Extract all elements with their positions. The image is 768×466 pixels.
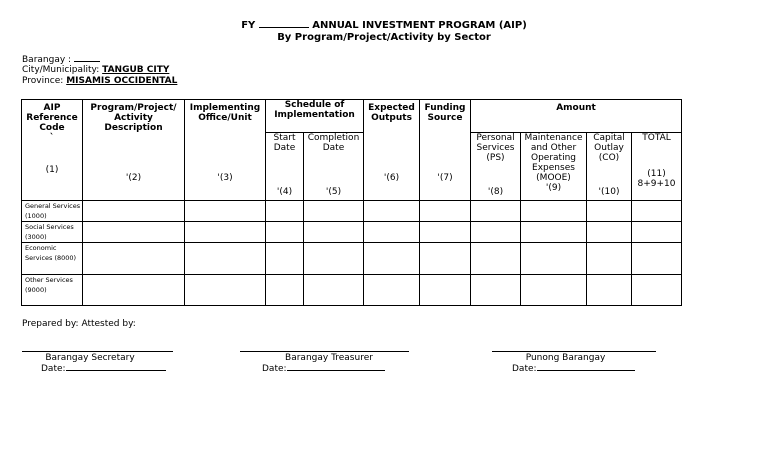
funding-header-text: Funding Source (424, 103, 466, 123)
table-row (22, 222, 682, 243)
province-value: MISAMIS OCCIDENTAL (66, 76, 178, 86)
cell (185, 275, 266, 306)
cell (420, 201, 471, 222)
total-header (632, 133, 682, 201)
outputs-header-text: Expected Outputs (368, 103, 415, 123)
cell (632, 243, 682, 275)
prepared-by-label: Prepared by: (22, 319, 79, 329)
date-label: Date: (41, 364, 66, 374)
col-num-11: (11) (647, 169, 666, 179)
col-num-3: '(3) (217, 173, 233, 183)
secretary-label: Barangay Secretary (45, 353, 135, 363)
cell (521, 222, 587, 243)
row-label: Economic Services (8000) (22, 243, 83, 275)
col-num-7: '(7) (437, 173, 453, 183)
cell (632, 222, 682, 243)
fy-blank (259, 27, 309, 28)
table-row (22, 201, 682, 222)
cell (304, 201, 364, 222)
cell (471, 275, 521, 306)
row-label: Social Services (3000) (22, 222, 83, 243)
col-num-1: (1) (45, 165, 59, 175)
cell (83, 275, 185, 306)
cell (185, 243, 266, 275)
cell (304, 222, 364, 243)
col-num-4: '(4) (276, 187, 293, 197)
outputs-header (364, 100, 420, 201)
table-row (22, 275, 682, 306)
barangay-blank (74, 61, 100, 62)
cell (266, 201, 304, 222)
table-row (22, 243, 682, 275)
document-title (0, 20, 768, 31)
cell (587, 201, 632, 222)
col-num-2: '(2) (125, 173, 142, 183)
aip-ref-header-text: AIP Reference Code (26, 103, 78, 133)
cell (364, 222, 420, 243)
punong-label: Punong Barangay (525, 353, 606, 363)
col-num-6: '(6) (383, 173, 400, 183)
treasurer-signature-line (240, 351, 409, 352)
completion-date-header (304, 133, 364, 201)
prepared-attested-line (22, 319, 136, 329)
cell (471, 222, 521, 243)
cell (632, 275, 682, 306)
province-line (22, 76, 177, 86)
fy-label: FY (241, 20, 256, 31)
row-label: Other Services (9000) (22, 275, 83, 306)
col-num-5: '(5) (325, 187, 342, 197)
funding-header (420, 100, 471, 201)
cell (266, 222, 304, 243)
amount-header: Amount (471, 100, 682, 133)
date-label: Date: (262, 364, 287, 374)
cell (521, 275, 587, 306)
secretary-signature-line (22, 351, 173, 352)
col-num-8: '(8) (487, 187, 504, 197)
attested-by-label: Attested by: (81, 319, 136, 329)
row-label: General Services (1000) (22, 201, 83, 222)
cell (266, 275, 304, 306)
aip-table (21, 99, 682, 306)
cell (185, 201, 266, 222)
ps-header (471, 133, 521, 201)
city-label: City/Municipality: (22, 65, 100, 75)
start-date-header (266, 133, 304, 201)
co-header-text: Capital Outlay (CO) (593, 133, 625, 163)
ps-header-text: Personal Services (PS) (476, 133, 515, 163)
city-value: TANGUB CITY (102, 65, 170, 75)
office-header (185, 100, 266, 201)
program-header (83, 100, 185, 201)
col-num-11-formula: 8+9+10 (637, 179, 676, 189)
cell (521, 243, 587, 275)
cell (83, 243, 185, 275)
program-header-text: Program/Project/ Activity Description (90, 103, 177, 133)
cell (304, 275, 364, 306)
aip-ref-tick: ` (49, 133, 55, 143)
cell (587, 222, 632, 243)
office-header-text: Implementing Office/Unit (189, 103, 261, 123)
date-blank (537, 370, 635, 371)
total-header-text: TOTAL (642, 133, 671, 143)
cell (304, 243, 364, 275)
document-subtitle: By Program/Project/Activity by Sector (277, 32, 491, 43)
date-blank (287, 370, 385, 371)
city-line (22, 65, 169, 75)
cell (420, 243, 471, 275)
cell (471, 201, 521, 222)
cell (521, 201, 587, 222)
title-text: ANNUAL INVESTMENT PROGRAM (AIP) (312, 20, 527, 31)
completion-date-text: Completion Date (307, 133, 360, 153)
date-blank (66, 370, 166, 371)
header-row-1 (22, 100, 682, 133)
mooe-header (521, 133, 587, 201)
cell (364, 243, 420, 275)
cell (364, 201, 420, 222)
cell (471, 243, 521, 275)
col-num-9: '(9) (545, 183, 562, 193)
barangay-label: Barangay : (22, 55, 72, 65)
secretary-date (41, 364, 166, 374)
cell (185, 222, 266, 243)
mooe-header-text: Maintenance and Other Operating Expenses (MOOE) (524, 133, 583, 183)
barangay-line (22, 55, 100, 65)
treasurer-date (262, 364, 385, 374)
cell (587, 275, 632, 306)
cell (587, 243, 632, 275)
co-header (587, 133, 632, 201)
cell (83, 201, 185, 222)
cell (266, 243, 304, 275)
cell (420, 275, 471, 306)
punong-signature-line (492, 351, 656, 352)
cell (83, 222, 185, 243)
cell (364, 275, 420, 306)
aip-ref-header (22, 100, 83, 201)
treasurer-label: Barangay Treasurer (285, 353, 373, 363)
schedule-header: Schedule of Implementation (266, 100, 364, 133)
cell (632, 201, 682, 222)
start-date-text: Start Date (273, 133, 296, 153)
province-label: Province: (22, 76, 64, 86)
punong-date (512, 364, 635, 374)
date-label: Date: (512, 364, 537, 374)
cell (420, 222, 471, 243)
col-num-10: '(10) (598, 187, 620, 197)
